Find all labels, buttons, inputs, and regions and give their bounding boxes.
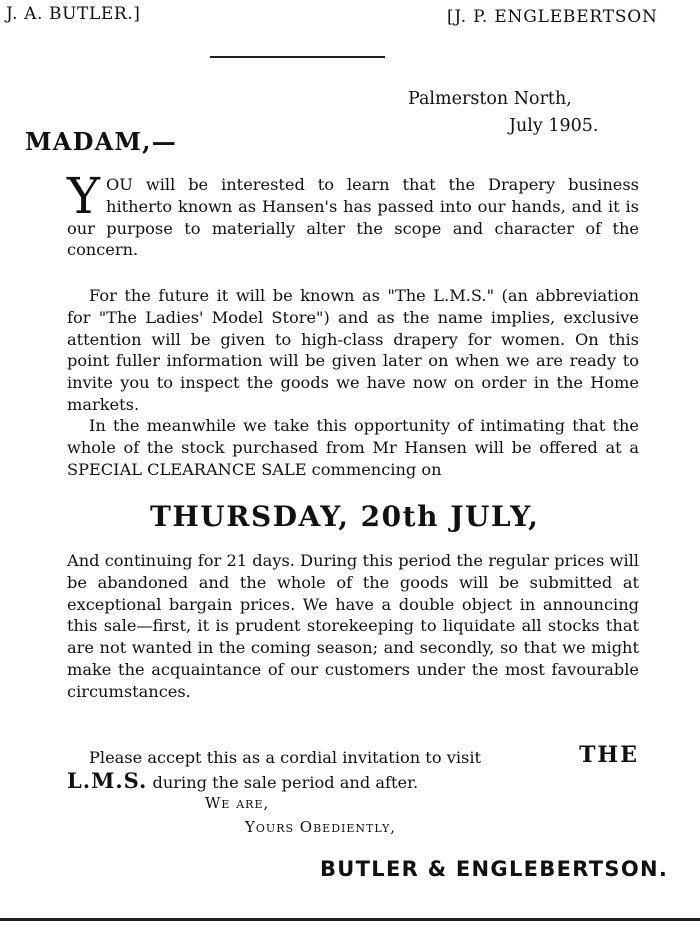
drop-cap: Y bbox=[67, 167, 101, 225]
signature: BUTLER & ENGLEBERTSON. bbox=[320, 857, 669, 881]
paragraph-sale-details: And continuing for 21 days. During this period the regular prices will be abandoned and the whole of the goods will be submitted at exceptional bargain prices. We have a double object in announcing this sale—first, it is prudent storekeeping to liquidate all stocks that are not wanted in the coming season; and secondly, so that we might make the acquaintance of our customers under the most favourable circumstances. bbox=[67, 551, 639, 701]
letter-place: Palmerston North, bbox=[408, 89, 572, 109]
lms-emphasis: L.M.S. bbox=[67, 768, 148, 793]
sale-date-headline: THURSDAY, 20th JULY, bbox=[150, 500, 540, 533]
paragraph-store-name: For the future it will be known as "The L.M.S." (an abbreviation for "The Ladies' Model Store") and as the name implies, exclusive attention will be given to high-class drapery for women. On this point fuller information will be given later on when we are ready to invite you to inspect the goods we have now on order in the Home markets. bbox=[67, 286, 639, 414]
paragraph-sale-announcement: In the meanwhile we take this opportunity of intimating that the whole of the stock purchased from Mr Hansen will be offered at a SPECIAL CLEARANCE SALE commencing on bbox=[67, 416, 639, 479]
invitation-tail: during the sale period and after. bbox=[147, 773, 419, 792]
the-emphasis: THE bbox=[579, 742, 639, 768]
closing-yours-obediently: Yours Obediently, bbox=[245, 818, 396, 836]
header-left-name: J. A. BUTLER.] bbox=[6, 4, 141, 24]
invitation-text: Please accept this as a cordial invitation to visit bbox=[89, 748, 482, 767]
bottom-rule bbox=[0, 918, 700, 921]
paragraph-invitation bbox=[67, 742, 639, 794]
header-divider bbox=[210, 56, 385, 58]
letter-date: July 1905. bbox=[509, 116, 599, 136]
paragraph-intro bbox=[67, 167, 639, 261]
salutation: MADAM,— bbox=[25, 127, 177, 156]
closing-we-are: We are, bbox=[205, 794, 270, 812]
paragraph-intro-text: OU will be interested to learn that the Drapery business hitherto known as Hansen's has passed into our hands, and it is our purpose to materially alter the scope and character of the concern. bbox=[67, 175, 639, 260]
header-right-name: [J. P. ENGLEBERTSON bbox=[447, 7, 658, 27]
